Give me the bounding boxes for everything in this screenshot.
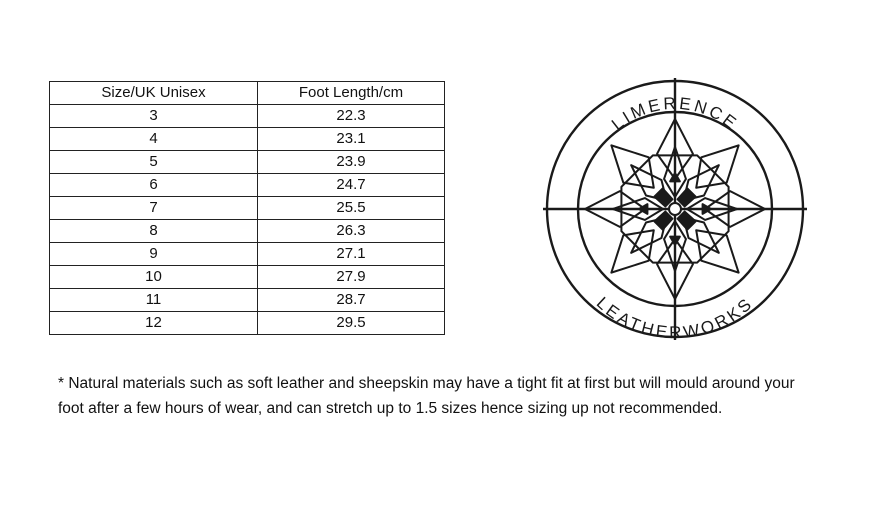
foot-length-cell: 27.1 (258, 243, 445, 266)
foot-length-cell: 23.1 (258, 128, 445, 151)
table-row (50, 197, 445, 220)
table-row (50, 312, 445, 335)
table-row (50, 289, 445, 312)
limerence-leatherworks-logo (543, 78, 807, 340)
foot-length-cell: 27.9 (258, 266, 445, 289)
table-row (50, 105, 445, 128)
foot-length-cell: 23.9 (258, 151, 445, 174)
size-cell: 7 (50, 197, 258, 220)
logo-bottom-text: LEATHERWORKS (592, 293, 758, 340)
table-row (50, 220, 445, 243)
foot-length-cell: 22.3 (258, 105, 445, 128)
table-row (50, 174, 445, 197)
size-cell: 8 (50, 220, 258, 243)
table-row (50, 128, 445, 151)
column-header-foot-length: Foot Length/cm (258, 82, 445, 105)
table-row (50, 243, 445, 266)
size-cell: 5 (50, 151, 258, 174)
sizing-footnote: * Natural materials such as soft leather and sheepskin may have a tight fit at first but will mould around your foot after a few hours of wear, and can stretch up to 1.5 sizes hence sizing up not recommended. (58, 375, 795, 417)
size-cell: 12 (50, 312, 258, 335)
foot-length-cell: 28.7 (258, 289, 445, 312)
table-row (50, 266, 445, 289)
foot-length-cell: 24.7 (258, 174, 445, 197)
foot-length-cell: 29.5 (258, 312, 445, 335)
size-cell: 3 (50, 105, 258, 128)
table-row (50, 151, 445, 174)
logo-top-text: LIMERENCE (607, 93, 742, 135)
column-header-size: Size/UK Unisex (50, 82, 258, 105)
size-cell: 9 (50, 243, 258, 266)
size-cell: 6 (50, 174, 258, 197)
size-cell: 4 (50, 128, 258, 151)
foot-length-cell: 26.3 (258, 220, 445, 243)
foot-length-cell: 25.5 (258, 197, 445, 220)
size-cell: 10 (50, 266, 258, 289)
size-cell: 11 (50, 289, 258, 312)
size-chart-table (49, 81, 445, 335)
table-header-row (50, 82, 445, 105)
